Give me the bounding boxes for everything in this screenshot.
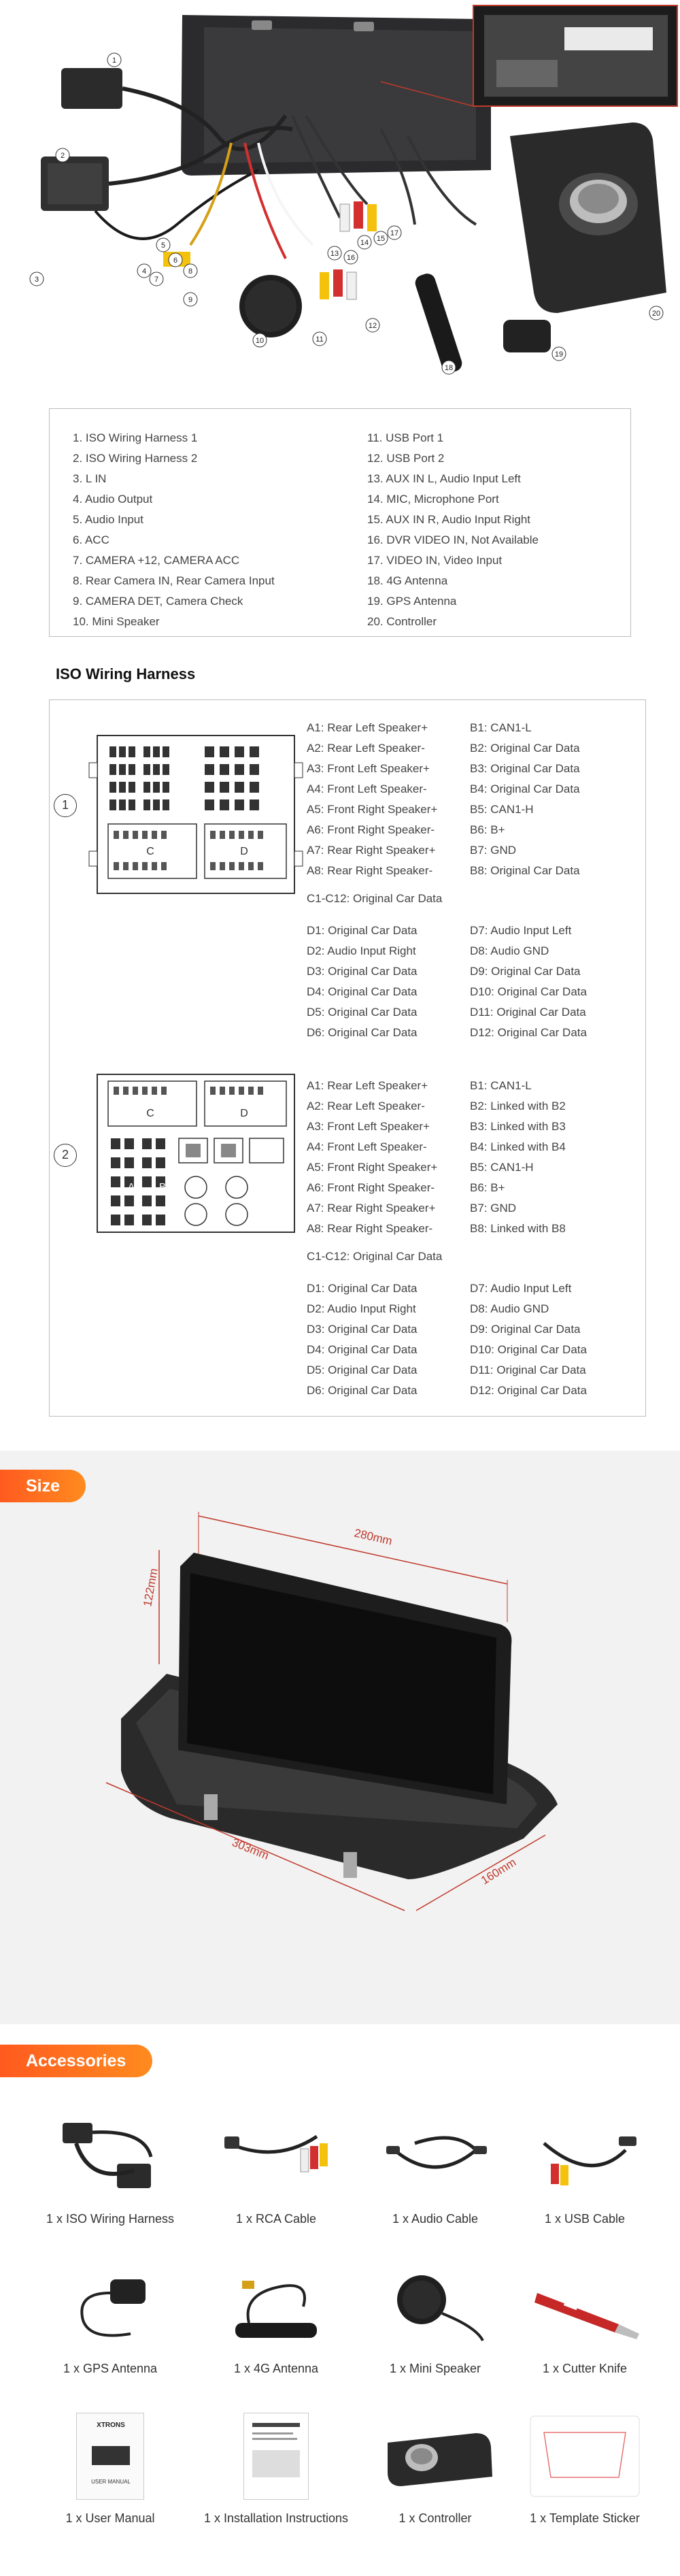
gps-antenna-icon <box>32 2262 188 2351</box>
harness-2-c-pins: C1-C12: Original Car Data <box>307 1250 443 1263</box>
accessory-label: 1 x Mini Speaker <box>389 2362 481 2375</box>
parts-list-item: 1. ISO Wiring Harness 1 <box>73 431 198 444</box>
harness-1-connector-diagram <box>84 729 308 899</box>
pin-label: A2: Rear Left Speaker- <box>307 742 425 755</box>
pin-label: A8: Rear Right Speaker- <box>307 864 433 877</box>
callout-14: 14 <box>360 239 369 247</box>
callout-13: 13 <box>330 250 339 258</box>
accessory-4g-antenna <box>198 2262 354 2376</box>
callout-12: 12 <box>368 322 377 330</box>
harness-2-a-pins <box>307 1076 437 1239</box>
pin-label: B7: GND <box>470 1202 517 1215</box>
parts-list-item: 19. GPS Antenna <box>367 595 457 608</box>
connector-a-label: A <box>127 1181 135 1193</box>
audio-cable-icon <box>357 2113 513 2201</box>
pin-label: D1: Original Car Data <box>307 1282 418 1295</box>
callout-3: 3 <box>34 276 39 284</box>
parts-list-item: 3. L IN <box>73 472 107 485</box>
installation-instructions-icon <box>198 2412 354 2500</box>
connector-d-label-2: D <box>240 1108 248 1119</box>
pin-label: D11: Original Car Data <box>470 1006 586 1019</box>
accessory-label: 1 x User Manual <box>65 2511 155 2525</box>
accessories-pill-label: Accessories <box>0 2045 152 2077</box>
accessory-controller <box>357 2412 513 2526</box>
pin-label: A8: Rear Right Speaker- <box>307 1222 433 1235</box>
parts-list-box <box>49 408 631 637</box>
pin-label: A4: Front Left Speaker- <box>307 782 427 795</box>
accessory-installation-instructions <box>198 2412 354 2526</box>
pin-label: D7: Audio Input Left <box>470 1282 572 1295</box>
pin-label: A7: Rear Right Speaker+ <box>307 844 436 857</box>
callout-5: 5 <box>160 242 166 250</box>
pin-label: D9: Original Car Data <box>470 965 581 978</box>
pin-label: D6: Original Car Data <box>307 1026 418 1039</box>
harness-1-number: 1 <box>54 794 77 817</box>
accessory-label: 1 x RCA Cable <box>235 2212 317 2226</box>
pin-label: A4: Front Left Speaker- <box>307 1140 427 1153</box>
connector-c-label: C <box>146 846 154 857</box>
pin-label: D5: Original Car Data <box>307 1006 418 1019</box>
pin-label: B1: CAN1-L <box>470 1079 532 1092</box>
pin-label: B1: CAN1-L <box>470 721 532 734</box>
pin-label: A6: Front Right Speaker- <box>307 1181 435 1194</box>
harness-1-d-right-pins <box>470 921 587 1043</box>
pin-label: D1: Original Car Data <box>307 924 418 937</box>
parts-list-item: 15. AUX IN R, Audio Input Right <box>367 513 531 526</box>
pin-label: D10: Original Car Data <box>470 985 587 998</box>
pin-label: B8: Linked with B8 <box>470 1222 566 1235</box>
parts-list-item: 17. VIDEO IN, Video Input <box>367 554 503 567</box>
dimension-height: 122mm <box>141 1567 160 1608</box>
user-manual-icon <box>32 2412 188 2500</box>
controller-icon <box>357 2412 513 2500</box>
wiring-photo <box>0 0 680 381</box>
pin-label: B3: Original Car Data <box>470 762 580 775</box>
pin-label: D2: Audio Input Right <box>307 944 416 957</box>
pin-label: B5: CAN1-H <box>470 803 534 816</box>
pin-label: D3: Original Car Data <box>307 1323 418 1336</box>
pin-label: B6: B+ <box>470 1181 505 1194</box>
callout-4: 4 <box>141 267 147 276</box>
rca-cable-icon <box>198 2113 354 2201</box>
callout-19: 19 <box>554 350 564 359</box>
accessory-iso-harness <box>32 2113 188 2226</box>
pin-label: A3: Front Left Speaker+ <box>307 762 430 775</box>
harness-2-connector-diagram <box>84 1068 308 1238</box>
wiring-diagram-illustration <box>0 0 680 381</box>
accessory-label: 1 x Audio Cable <box>392 2212 479 2226</box>
antenna-4g-icon <box>198 2262 354 2351</box>
cutter-knife-icon <box>507 2262 663 2351</box>
manual-title: USER MANUAL <box>91 2479 131 2485</box>
parts-list-item: 9. CAMERA DET, Camera Check <box>73 595 243 608</box>
accessory-template-sticker <box>507 2412 663 2526</box>
pin-label: B5: CAN1-H <box>470 1161 534 1174</box>
iso-section-title: ISO Wiring Harness <box>56 665 196 682</box>
size-illustration <box>0 1451 680 2024</box>
callout-6: 6 <box>173 257 178 265</box>
size-pill-label: Size <box>0 1470 86 1502</box>
iso-harness-box <box>49 699 646 1417</box>
callout-11: 11 <box>316 335 324 344</box>
harness-2-b-pins <box>470 1076 566 1239</box>
connector-b-label: B <box>158 1181 167 1193</box>
parts-list-item: 2. ISO Wiring Harness 2 <box>73 452 198 465</box>
parts-list-item: 10. Mini Speaker <box>73 615 160 628</box>
callout-10: 10 <box>255 337 265 345</box>
accessory-usb-cable <box>507 2113 663 2226</box>
pin-label: B2: Original Car Data <box>470 742 580 755</box>
harness-1-b-pins <box>470 718 580 881</box>
pin-label: B4: Linked with B4 <box>470 1140 566 1153</box>
accessory-user-manual <box>32 2412 188 2526</box>
pin-label: D11: Original Car Data <box>470 1364 586 1376</box>
pin-label: A6: Front Right Speaker- <box>307 823 435 836</box>
parts-list-item: 11. USB Port 1 <box>367 431 444 444</box>
parts-list-item: 8. Rear Camera IN, Rear Camera Input <box>73 574 275 587</box>
pin-label: D6: Original Car Data <box>307 1384 418 1397</box>
harness-1-c-pins: C1-C12: Original Car Data <box>307 892 443 905</box>
pin-label: D9: Original Car Data <box>470 1323 581 1336</box>
manual-brand: XTRONS <box>97 2422 125 2429</box>
usb-cable-icon <box>507 2113 663 2201</box>
callout-15: 15 <box>376 235 386 243</box>
accessory-label: 1 x Cutter Knife <box>542 2362 628 2375</box>
callout-9: 9 <box>188 296 193 304</box>
pin-label: A5: Front Right Speaker+ <box>307 1161 438 1174</box>
pin-label: A5: Front Right Speaker+ <box>307 803 438 816</box>
callout-8: 8 <box>188 267 193 276</box>
pin-label: D5: Original Car Data <box>307 1364 418 1376</box>
callout-17: 17 <box>390 229 399 237</box>
pin-label: D3: Original Car Data <box>307 965 418 978</box>
pin-label: D10: Original Car Data <box>470 1343 587 1356</box>
callout-1: 1 <box>112 56 117 65</box>
pin-label: B3: Linked with B3 <box>470 1120 566 1133</box>
pin-label: B7: GND <box>470 844 517 857</box>
accessory-gps-antenna <box>32 2262 188 2376</box>
parts-list-item: 14. MIC, Microphone Port <box>367 493 499 506</box>
pin-label: D7: Audio Input Left <box>470 924 572 937</box>
parts-list-item: 7. CAMERA +12, CAMERA ACC <box>73 554 240 567</box>
harness-1-a-pins <box>307 718 437 881</box>
accessory-label: 1 x Template Sticker <box>530 2511 640 2525</box>
accessory-label: 1 x GPS Antenna <box>63 2362 158 2375</box>
pin-label: B8: Original Car Data <box>470 864 580 877</box>
pin-label: B6: B+ <box>470 823 505 836</box>
dimension-base-width: 303mm <box>230 1836 271 1862</box>
parts-list-item: 4. Audio Output <box>73 493 153 506</box>
size-section <box>0 1451 680 2024</box>
pin-label: A1: Rear Left Speaker+ <box>307 721 428 734</box>
harness-1-d-left-pins <box>307 921 418 1043</box>
harness-2-d-left-pins <box>307 1278 418 1401</box>
connector-d-label: D <box>240 846 248 857</box>
parts-list-left <box>73 428 275 632</box>
pin-label: A1: Rear Left Speaker+ <box>307 1079 428 1092</box>
accessory-label: 1 x Controller <box>398 2511 472 2525</box>
accessory-audio-cable <box>357 2113 513 2226</box>
callout-7: 7 <box>154 276 159 284</box>
template-sticker-icon <box>507 2412 663 2500</box>
callout-2: 2 <box>60 152 65 160</box>
pin-label: D12: Original Car Data <box>470 1384 587 1397</box>
pin-label: D8: Audio GND <box>470 1302 549 1315</box>
connector-c-label-2: C <box>146 1108 154 1119</box>
dimension-depth: 160mm <box>479 1855 519 1887</box>
accessory-label: 1 x USB Cable <box>544 2212 626 2226</box>
accessory-cutter-knife <box>507 2262 663 2376</box>
callout-16: 16 <box>346 254 356 262</box>
parts-list-item: 16. DVR VIDEO IN, Not Available <box>367 533 539 546</box>
pin-label: B2: Linked with B2 <box>470 1100 566 1112</box>
pin-label: A2: Rear Left Speaker- <box>307 1100 425 1112</box>
pin-label: A3: Front Left Speaker+ <box>307 1120 430 1133</box>
mini-speaker-icon <box>357 2262 513 2351</box>
harness-2-number: 2 <box>54 1144 77 1167</box>
accessory-label: 1 x 4G Antenna <box>233 2362 319 2375</box>
harness-2-d-right-pins <box>470 1278 587 1401</box>
pin-label: B4: Original Car Data <box>470 782 580 795</box>
accessory-mini-speaker <box>357 2262 513 2376</box>
accessory-label: 1 x Installation Instructions <box>203 2511 349 2525</box>
accessory-rca-cable <box>198 2113 354 2226</box>
parts-list-item: 12. USB Port 2 <box>367 452 445 465</box>
pin-label: D4: Original Car Data <box>307 1343 418 1356</box>
pin-label: D2: Audio Input Right <box>307 1302 416 1315</box>
parts-list-item: 20. Controller <box>367 615 437 628</box>
pin-label: D8: Audio GND <box>470 944 549 957</box>
accessory-label: 1 x ISO Wiring Harness <box>46 2212 175 2226</box>
pin-label: D4: Original Car Data <box>307 985 418 998</box>
accessories-section <box>0 2024 680 2576</box>
pin-label: A7: Rear Right Speaker+ <box>307 1202 436 1215</box>
parts-list-item: 13. AUX IN L, Audio Input Left <box>367 472 521 485</box>
dimension-width: 280mm <box>353 1526 394 1548</box>
pin-label: D12: Original Car Data <box>470 1026 587 1039</box>
parts-list-item: 5. Audio Input <box>73 513 143 526</box>
parts-list-item: 18. 4G Antenna <box>367 574 448 587</box>
parts-list-item: 6. ACC <box>73 533 109 546</box>
callout-20: 20 <box>651 310 661 318</box>
callout-18: 18 <box>444 364 454 372</box>
parts-list-right <box>367 428 539 632</box>
harness-icon <box>32 2113 188 2201</box>
